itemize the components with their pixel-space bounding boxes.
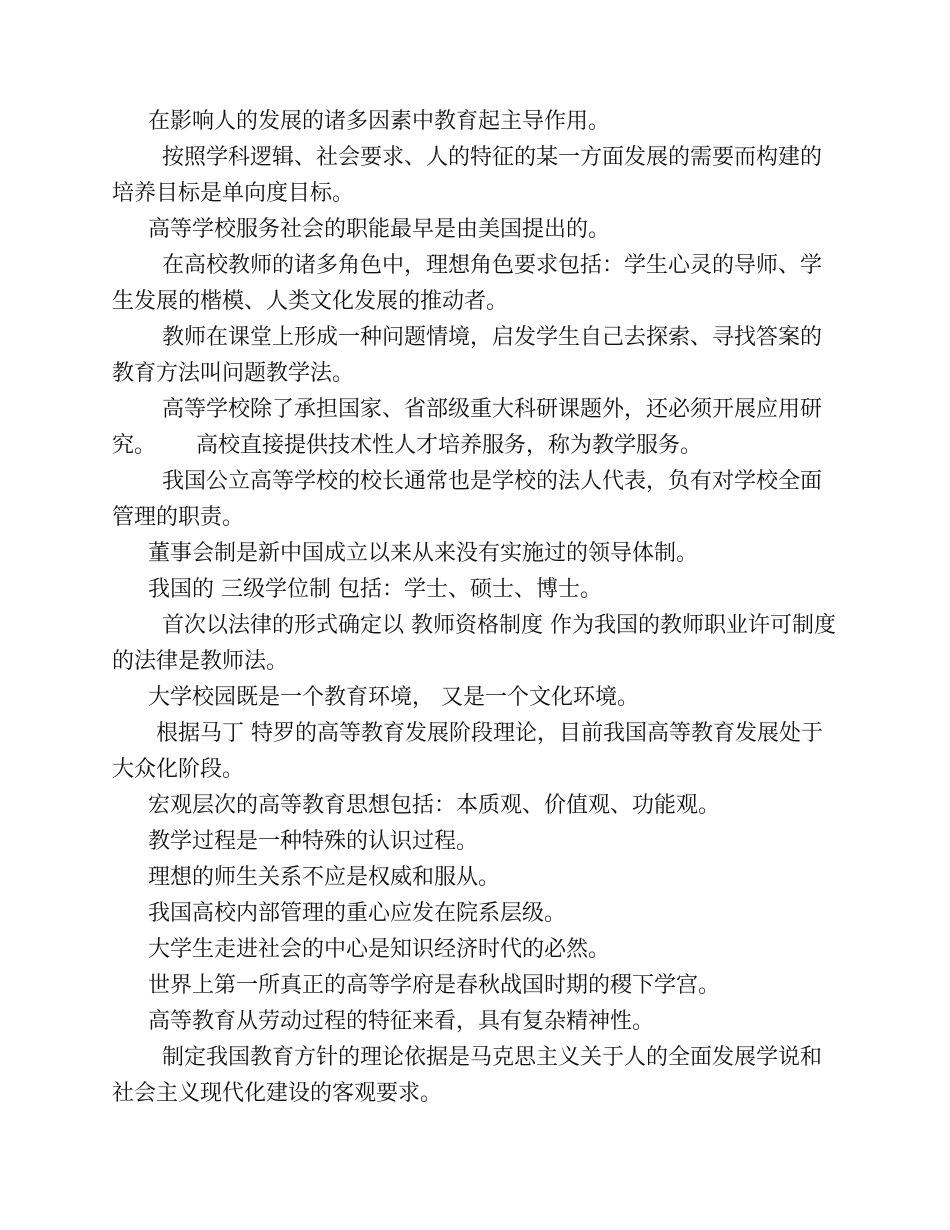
paragraph: 世界上第一所真正的高等学府是春秋战国时期的稷下学宫。 bbox=[148, 973, 721, 998]
paragraph: 理想的师生关系不应是权威和服从。 bbox=[148, 865, 501, 890]
paragraph: 我国公立高等学校的校长通常也是学校的法人代表，负有对学校全面管理的职责。 bbox=[112, 469, 823, 530]
paragraph: 我国的 三级学位制 包括：学士、硕士、博士。 bbox=[148, 577, 602, 602]
paragraph: 教师在课堂上形成一种问题情境，启发学生自己去探索、寻找答案的教育方法叫问题教学法。 bbox=[112, 325, 823, 386]
paragraph: 制定我国教育方针的理论依据是马克思主义关于人的全面发展学说和社会主义现代化建设的客观要求。 bbox=[112, 1045, 823, 1106]
paragraph bbox=[112, 392, 842, 464]
paragraph: 按照学科逻辑、社会要求、人的特征的某一方面发展的需要而构建的培养目标是单向度目标。 bbox=[112, 145, 823, 206]
paragraph: 根据马丁 特罗的高等教育发展阶段理论，目前我国高等教育发展处于大众化阶段。 bbox=[112, 721, 823, 782]
paragraph: 高等教育从劳动过程的特征来看，具有复杂精神性。 bbox=[148, 1009, 655, 1034]
paragraph: 高等学校服务社会的职能最早是由美国提出的。 bbox=[148, 217, 611, 242]
document-body bbox=[112, 104, 842, 1112]
paragraph: 在影响人的发展的诸多因素中教育起主导作用。 bbox=[148, 109, 611, 134]
paragraph: 教学过程是一种特殊的认识过程。 bbox=[148, 829, 479, 854]
paragraph-text: 高等学校除了承担国家、省部级重大科研课题外，还必须开展应用研究。 bbox=[112, 397, 823, 458]
paragraph: 宏观层次的高等教育思想包括：本质观、价值观、功能观。 bbox=[148, 793, 721, 818]
paragraph: 首次以法律的形式确定以 教师资格制度 作为我国的教师职业许可制度的法律是教师法。 bbox=[112, 613, 836, 674]
paragraph: 大学生走进社会的中心是知识经济时代的必然。 bbox=[148, 937, 611, 962]
paragraph: 我国高校内部管理的重心应发在院系层级。 bbox=[148, 901, 567, 926]
paragraph-text: 高校直接提供技术性人才培养服务，称为教学服务。 bbox=[196, 433, 703, 458]
paragraph: 董事会制是新中国成立以来从来没有实施过的领导体制。 bbox=[148, 541, 699, 566]
paragraph: 在高校教师的诸多角色中，理想角色要求包括：学生心灵的导师、学生发展的楷模、人类文化发展的推动者。 bbox=[112, 253, 823, 314]
paragraph: 大学校园既是一个教育环境， 又是一个文化环境。 bbox=[148, 685, 639, 710]
